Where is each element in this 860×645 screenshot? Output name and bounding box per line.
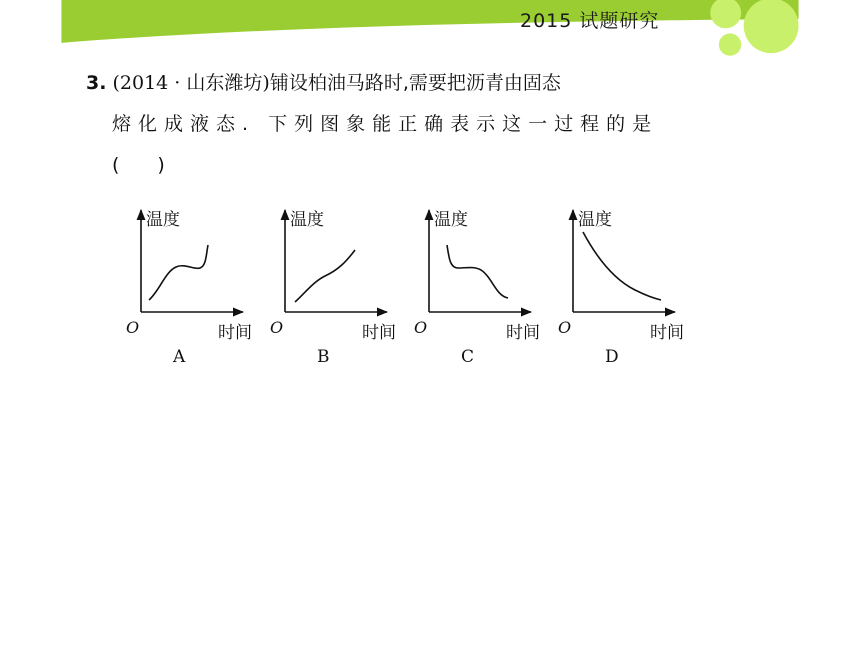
x-axis-label: 时间 [650,323,684,343]
option-label: B [317,347,330,367]
graph-option-a [126,210,252,367]
temperature-curve [447,245,508,298]
question-line-2: 熔化成液态. 下列图象能正确表示这一过程的是 [112,113,659,135]
origin-label: O [414,318,428,337]
temperature-curve [583,232,661,300]
temperature-curve [149,245,208,300]
x-axis-label: 时间 [218,323,252,343]
temperature-curve [295,250,355,302]
graph-option-c [414,210,540,367]
question-line-1-text: 铺设柏油马路时,需要把沥青由固态 [269,72,561,94]
y-axis-label: 温度 [578,210,612,230]
origin-label: O [126,318,140,337]
option-label: A [173,347,186,367]
x-axis-label: 时间 [362,323,396,343]
origin-label: O [558,318,572,337]
question-number: 3. [86,72,107,94]
header-title: 2015 试题研究 [520,10,660,32]
question-source: (2014 · 山东潍坊) [112,72,270,94]
graph-option-b [270,210,396,367]
y-axis-label: 温度 [290,210,324,230]
option-label: C [461,347,475,367]
origin-label: O [270,318,284,337]
option-label: D [605,347,619,367]
y-axis-label: 温度 [434,210,468,230]
y-axis-label: 温度 [146,210,180,230]
graph-option-d [558,210,684,367]
answer-blank: ( ) [112,154,165,176]
x-axis-label: 时间 [506,323,540,343]
